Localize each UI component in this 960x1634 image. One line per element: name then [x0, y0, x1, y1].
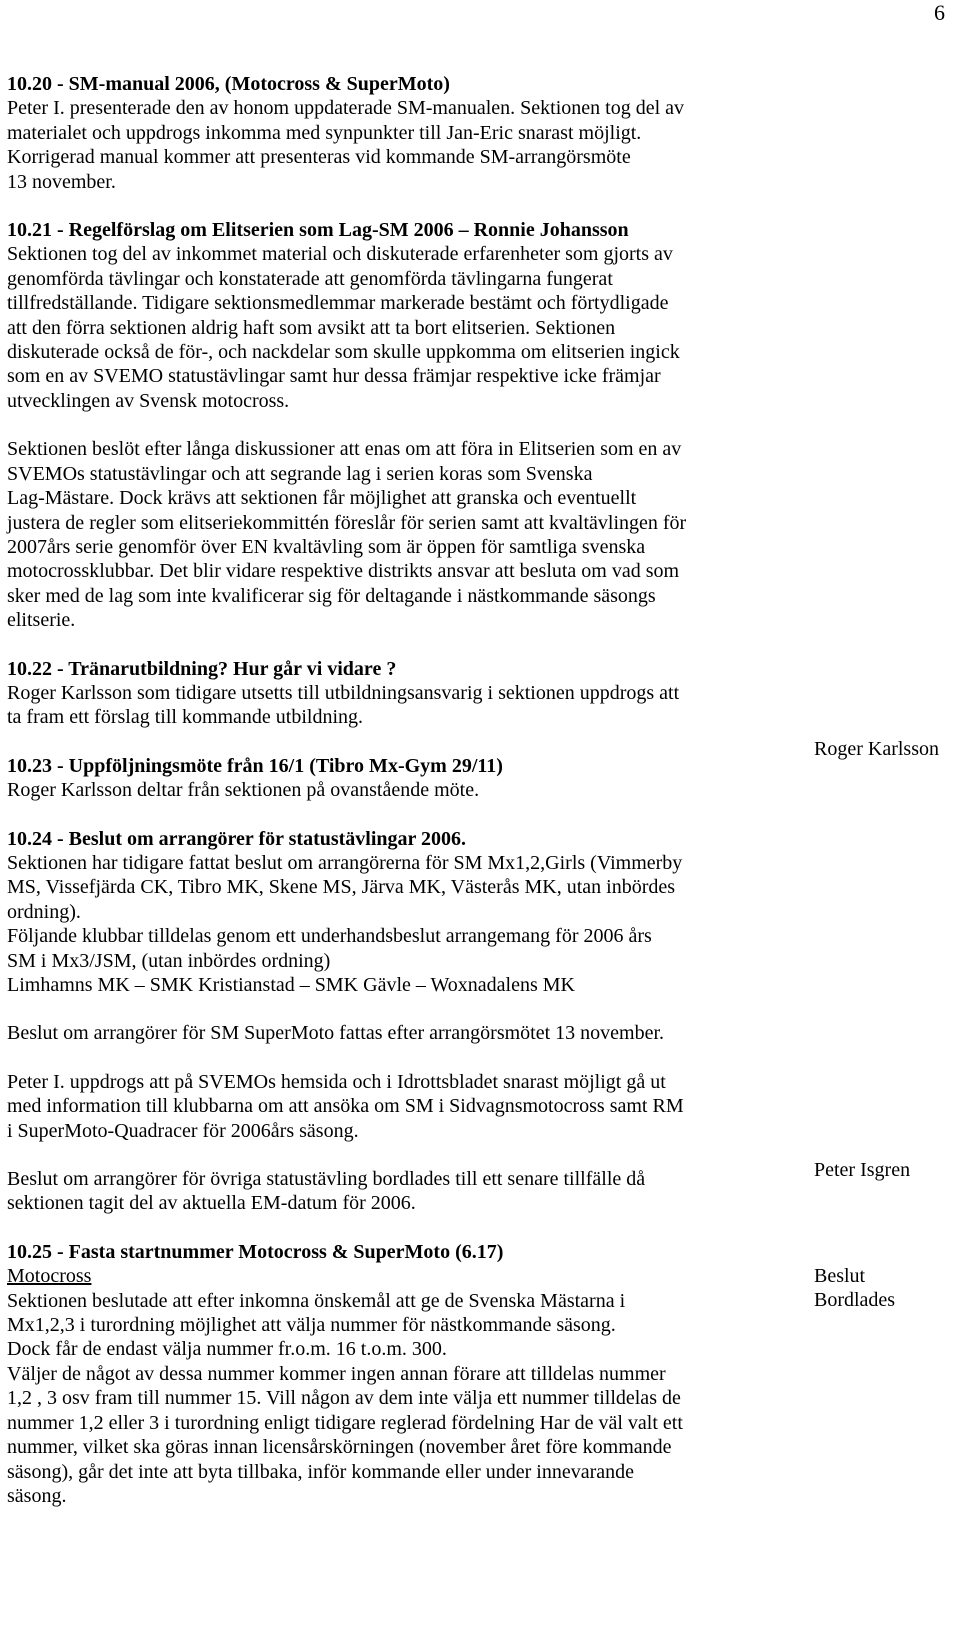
- text-line: MS, Vissefjärda CK, Tibro MK, Skene MS, Järva MK, Västerås MK, utan inbördes: [7, 876, 676, 899]
- margin-note-beslut: [814, 1264, 895, 1313]
- text-line: Följande klubbar tilldelas genom ett underhandsbeslut arrangemang för 2006 års: [7, 925, 652, 948]
- text-line: med information till klubbarna om att ansöka om SM i Sidvagnsmotocross samt RM: [7, 1095, 684, 1118]
- section-heading: 10.24 - Beslut om arrangörer för statustävlingar 2006.: [7, 827, 467, 850]
- text-line: nummer, vilket ska göras innan licensårskörningen (november året före kommande: [7, 1436, 672, 1459]
- text-line: 2007års serie genomför över EN kvaltävling som är öppen för samtliga svenska: [7, 535, 646, 558]
- section-10-25: [7, 1240, 797, 1508]
- section-heading: 10.20 - SM-manual 2006, (Motocross & SuperMoto): [7, 73, 450, 95]
- section-heading: 10.25 - Fasta startnummer Motocross & SuperMoto (6.17): [7, 1240, 504, 1263]
- text-line: diskuterade också de för-, och nackdelar som skulle uppkomma om elitserien ingick: [7, 341, 680, 364]
- page-number: 6: [934, 0, 945, 25]
- text-line: Peter I. uppdrogs att på SVEMOs hemsida och i Idrottsbladet snarast möjligt gå ut: [7, 1070, 666, 1093]
- text-line: elitserie.: [7, 609, 76, 632]
- text-line: Limhamns MK – SMK Kristianstad – SMK Gävle – Woxnadalens MK: [7, 974, 575, 996]
- text-line: som en av SVEMO statustävlingar samt hur dessa främjar respektive icke främjar: [7, 365, 661, 388]
- margin-note-roger-karlsson: Roger Karlsson: [814, 738, 939, 760]
- text-line: i SuperMoto-Quadracer för 2006års säsong.: [7, 1119, 359, 1142]
- text-line: Beslut om arrangörer för SM SuperMoto fattas efter arrangörsmötet 13 november.: [7, 1022, 665, 1045]
- text-line: ta fram ett förslag till kommande utbildning.: [7, 706, 364, 729]
- section-10-21: [7, 218, 797, 633]
- margin-note-peter-isgren: Peter Isgren: [814, 1159, 911, 1181]
- section-heading: 10.21 - Regelförslag om Elitserien som Lag-SM 2006 – Ronnie Johansson: [7, 219, 629, 242]
- section-10-23: [7, 754, 797, 803]
- text-line: Lag-Mästare. Dock krävs att sektionen får möjlighet att granska och eventuellt: [7, 487, 637, 510]
- text-line: sker med de lag som inte kvalificerar sig för deltagande i nästkommande säsongs: [7, 584, 656, 607]
- text-line: 1,2 , 3 osv fram till nummer 15. Vill någon av dem inte välja ett nummer tilldelas de: [7, 1387, 681, 1410]
- margin-note-line: Bordlades: [814, 1289, 896, 1312]
- text-line: materialet och uppdrogs inkomma med synpunkter till Jan-Eric snarast möjligt.: [7, 121, 642, 144]
- text-line: nummer 1,2 eller 3 i turordning enligt tidigare reglerad fördelning Har de väl valt ett: [7, 1411, 683, 1434]
- text-line: motocrossklubbar. Det blir vidare respektive distrikts ansvar att besluta om vad som: [7, 560, 680, 583]
- text-line: sektionen tagit del av aktuella EM-datum för 2006.: [7, 1192, 416, 1215]
- text-line: Beslut om arrangörer för övriga statustävling bordlades till ett senare tillfälle då: [7, 1168, 646, 1191]
- text-line: justera de regler som elitseriekommittén föreslår för serien samt att kvaltävlingen för: [7, 511, 687, 534]
- section-10-24: [7, 827, 797, 1216]
- text-line: att den förra sektionen aldrig haft som avsikt att ta bort elitserien. Sektionen: [7, 316, 616, 339]
- text-line: Mx1,2,3 i turordning möjlighet att välja nummer för nästkommande säsong.: [7, 1314, 616, 1337]
- text-line: ordning).: [7, 900, 81, 923]
- section-10-22: [7, 657, 797, 730]
- text-line: Sektionen tog del av inkommet material och diskuterade erfarenheter som gjorts av: [7, 243, 673, 266]
- text-line: SVEMOs statustävlingar och att segrande lag i serien koras som Svenska: [7, 462, 593, 485]
- text-line: utvecklingen av Svensk motocross.: [7, 389, 290, 412]
- text-line: Peter I. presenterade den av honom uppdaterade SM-manualen. Sektionen tog del av: [7, 97, 685, 120]
- section-10-20: [7, 72, 797, 194]
- text-line: SM i Mx3/JSM, (utan inbördes ordning): [7, 949, 331, 972]
- text-line: Sektionen beslöt efter långa diskussioner att enas om att föra in Elitserien som en av: [7, 438, 682, 461]
- document-body: [7, 72, 797, 1508]
- text-line: Korrigerad manual kommer att presenteras vid kommande SM-arrangörsmöte: [7, 146, 631, 169]
- text-line: Sektionen beslutade att efter inkomna önskemål att ge de Svenska Mästarna i: [7, 1289, 626, 1312]
- text-line: tillfredställande. Tidigare sektionsmedlemmar markerade bestämt och förtydligade: [7, 292, 669, 315]
- margin-note-line: Beslut: [814, 1265, 866, 1287]
- text-line: 13 november.: [7, 170, 116, 193]
- text-line: Sektionen har tidigare fattat beslut om arrangörerna för SM Mx1,2,Girls (Vimmerby: [7, 851, 683, 874]
- text-line: genomförda tävlingar och konstaterade att genomförda tävlingarna fungerat: [7, 267, 613, 290]
- section-heading: 10.23 - Uppföljningsmöte från 16/1 (Tibro Mx-Gym 29/11): [7, 754, 503, 777]
- text-line: Dock får de endast välja nummer fr.o.m. 16 t.o.m. 300.: [7, 1338, 447, 1361]
- text-line: Roger Karlsson deltar från sektionen på ovanstående möte.: [7, 779, 480, 802]
- text-line: säsong.: [7, 1484, 67, 1507]
- text-line: Väljer de något av dessa nummer kommer ingen annan förare att tilldelas nummer: [7, 1362, 666, 1385]
- text-line: säsong), går det inte att byta tillbaka, inför kommande eller under innevarande: [7, 1460, 635, 1483]
- text-line: Roger Karlsson som tidigare utsetts till utbildningsansvarig i sektionen uppdrogs att: [7, 681, 680, 704]
- section-subheading: Motocross: [7, 1265, 92, 1288]
- section-heading: 10.22 - Tränarutbildning? Hur går vi vidare ?: [7, 657, 397, 680]
